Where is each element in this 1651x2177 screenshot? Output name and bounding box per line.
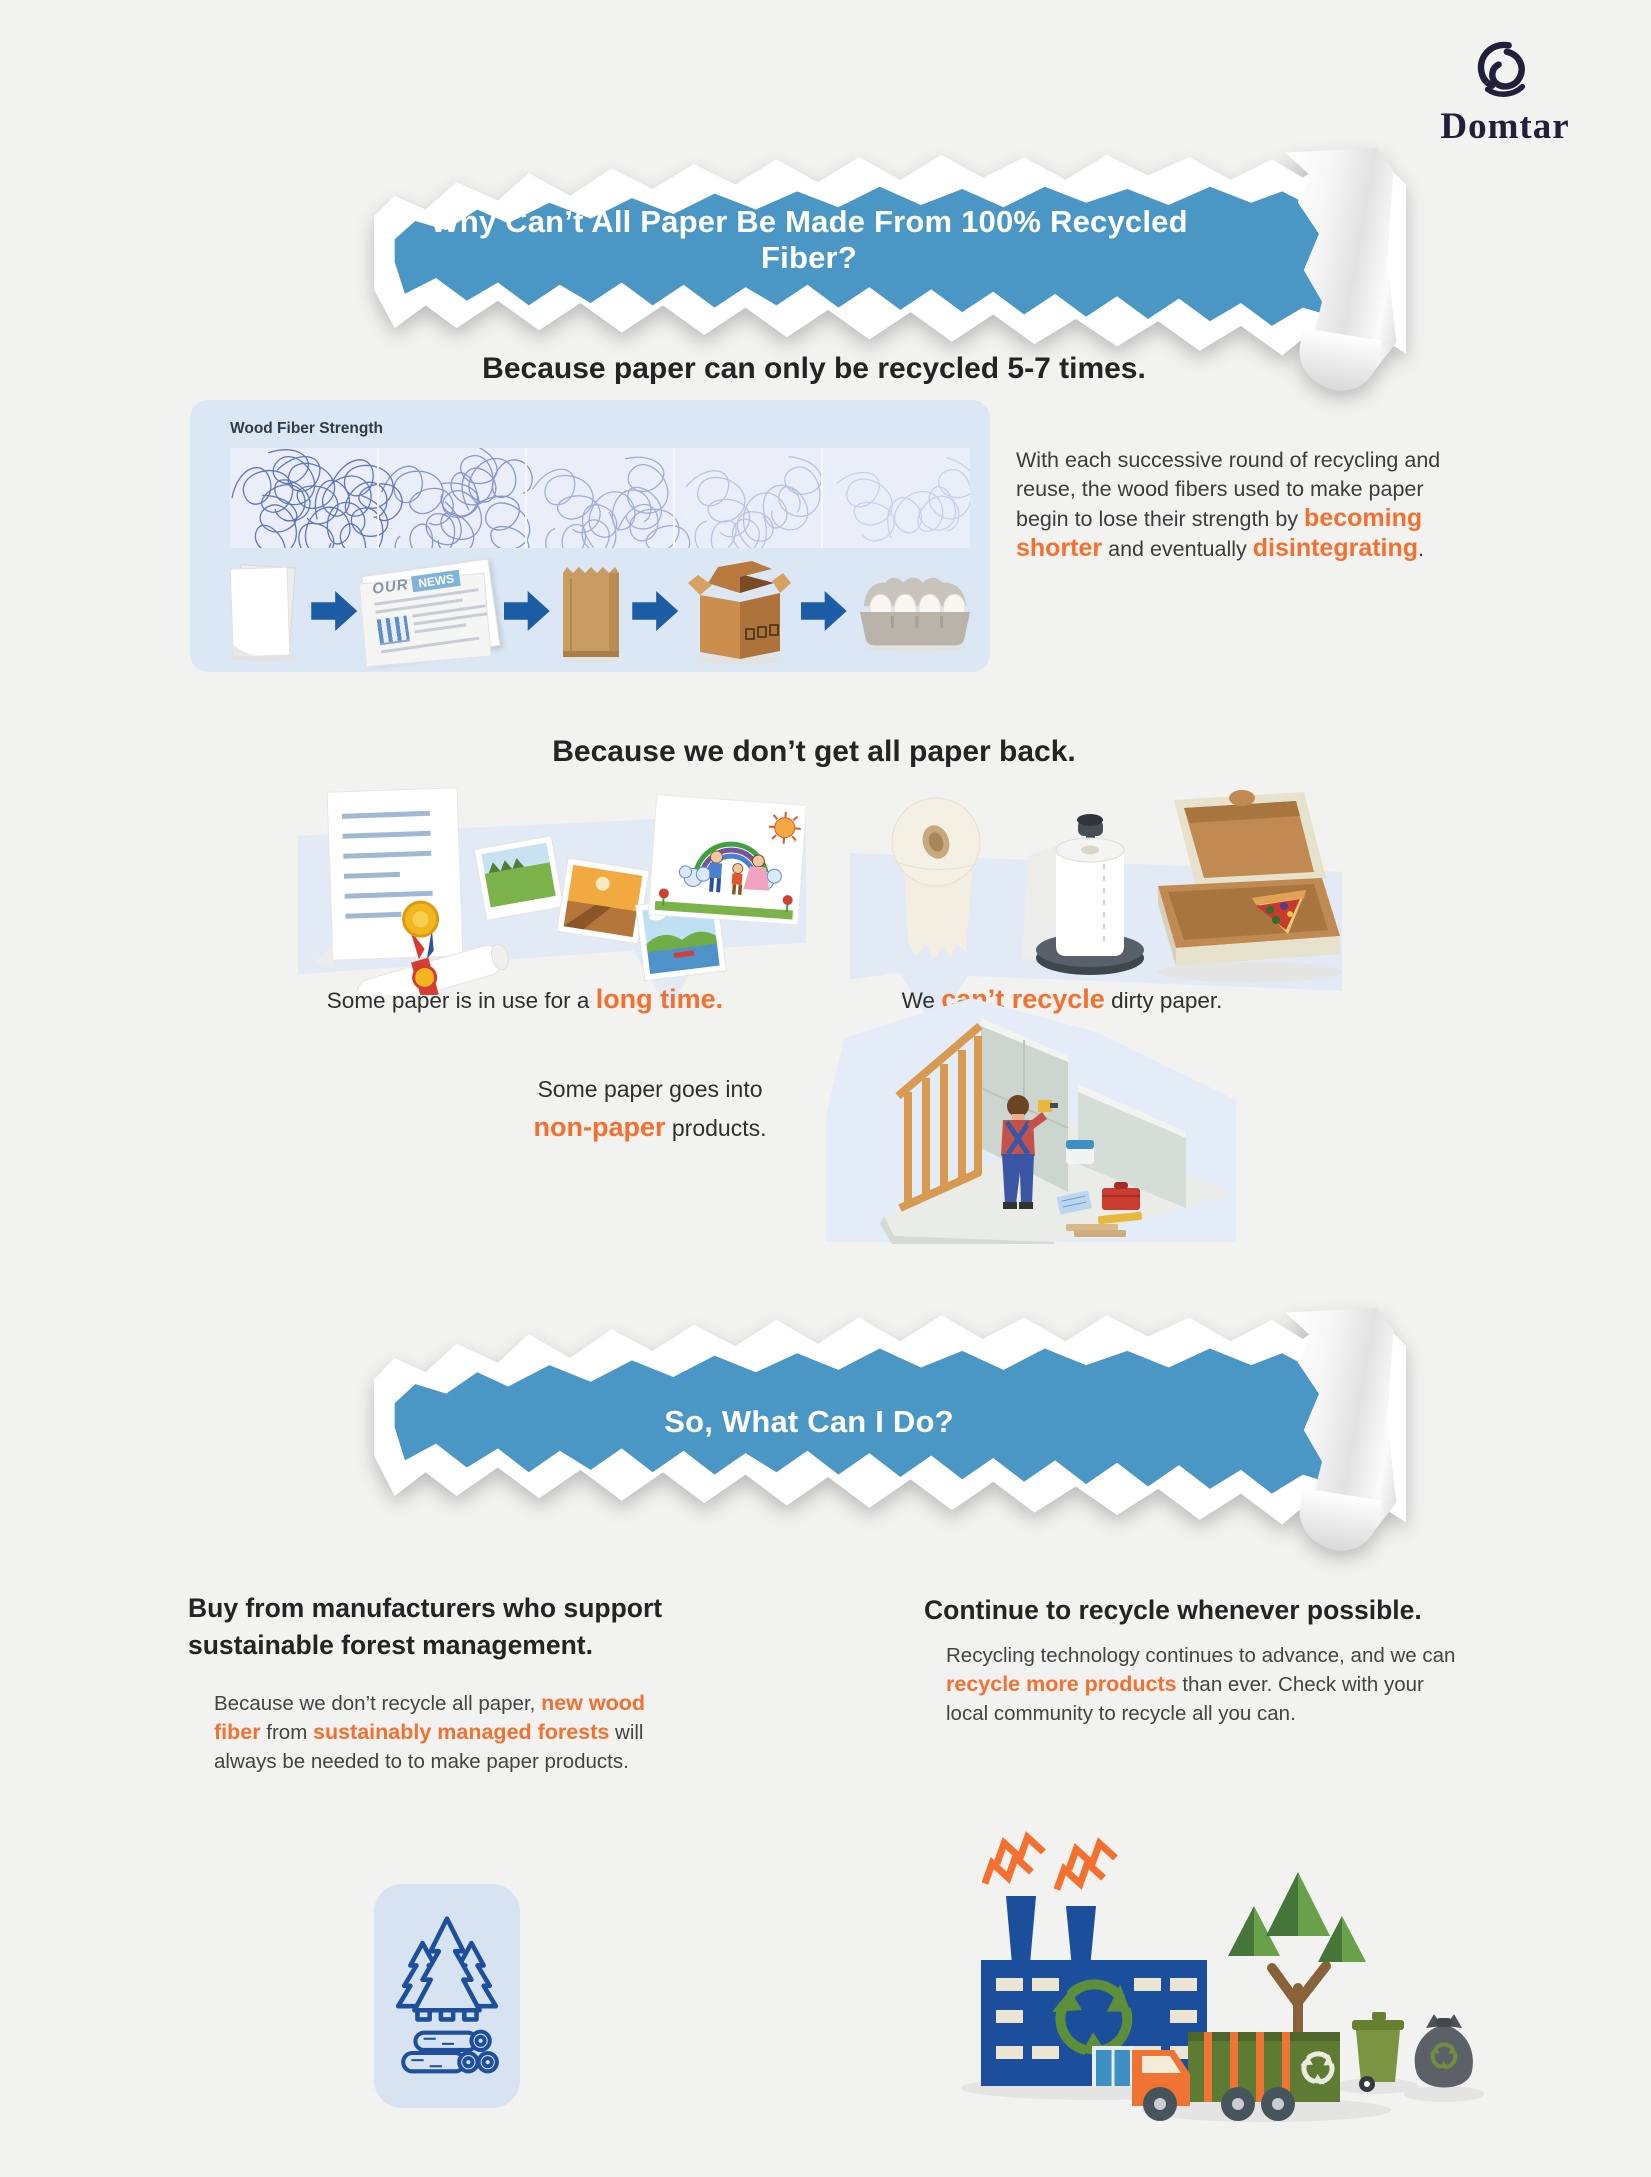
paper-sheets-icon	[224, 559, 302, 663]
flow-arrow-icon	[801, 591, 847, 631]
photo-print-icon	[474, 836, 563, 920]
column-body-buy	[214, 1689, 682, 1776]
paper-bag-icon	[559, 559, 623, 663]
column-heading-buy: Buy from manufacturers who support sustainable forest management.	[188, 1593, 663, 1660]
fiber-strength-paragraph	[1016, 446, 1454, 564]
recycling-plant-illustration	[936, 1788, 1484, 2136]
pizza-box-icon	[1158, 790, 1342, 982]
domtar-logo	[1410, 38, 1600, 148]
column-body-recycle	[946, 1641, 1468, 1728]
paragraph-text: With each successive round of recycling and reuse, the wood fibers used to make paper begin to lose their strength by	[1016, 448, 1441, 531]
photo-print-icon	[557, 858, 650, 944]
long-lived-paper-illustration	[300, 780, 805, 995]
paragraph-text: and eventually	[1102, 537, 1253, 561]
section-title-what-can-i-do: So, What Can I Do?	[664, 1404, 954, 1439]
fiber-texture-strip	[230, 448, 970, 548]
highlight-disintegrating: disintegrating	[1252, 534, 1419, 562]
body-text: will always be needed to to make paper products.	[214, 1720, 644, 1773]
paper-lifecycle-row	[224, 556, 974, 666]
caption-text: products.	[665, 1115, 767, 1141]
highlight-long-time: long time.	[595, 984, 724, 1014]
paper-curl	[1246, 148, 1398, 374]
newspaper-masthead-our: OUR	[370, 575, 410, 598]
highlight-sustainably-managed: sustainably managed forests	[313, 1719, 610, 1744]
body-text: than ever. Check with your local community to recycle all you can.	[946, 1672, 1424, 1725]
domtar-logo-mark-icon	[1468, 38, 1542, 104]
certificate-icon	[307, 788, 463, 969]
torn-paper-banner-top	[374, 148, 1406, 376]
wood-fiber-strength-panel	[190, 400, 990, 672]
dirty-paper-illustration	[852, 786, 1342, 994]
pine-trees-and-logs-icon	[391, 1908, 503, 2084]
highlight-cant-recycle: can’t recycle	[941, 984, 1105, 1014]
caption-long-time	[250, 984, 800, 1015]
highlight-becoming-shorter: becoming shorter	[1016, 504, 1423, 562]
tree-icon	[1228, 1872, 1366, 2046]
caption-text: Some paper goes into	[537, 1076, 763, 1102]
newspaper-chart-graphic	[376, 615, 409, 645]
page-title: Why Can’t All Paper Be Made From 100% Recycled Fiber?	[430, 204, 1188, 275]
toilet-paper-icon	[892, 798, 980, 960]
section-heading-paper-back: Because we don’t get all paper back.	[552, 735, 1076, 768]
panel-label: Wood Fiber Strength	[230, 420, 383, 437]
torn-paper-banner-bottom	[374, 1308, 1406, 1546]
highlight-non-paper: non-paper	[533, 1112, 666, 1142]
construction-worker-illustration	[766, 996, 1248, 1244]
egg-carton-icon	[856, 570, 974, 652]
sustainable-forest-card	[374, 1884, 520, 2108]
flow-arrow-icon	[632, 591, 678, 631]
highlight-recycle-more: recycle more products	[946, 1671, 1177, 1696]
body-text: Recycling technology continues to advance, and we can	[946, 1643, 1456, 1667]
caption-text: Some paper is in use for a	[326, 988, 596, 1013]
newspaper-icon	[361, 559, 500, 664]
trash-bag-icon	[1415, 2014, 1473, 2088]
flow-arrow-icon	[504, 591, 550, 631]
cardboard-box-icon	[688, 557, 792, 665]
paper-towel-icon	[1022, 814, 1144, 975]
paragraph-text: .	[1418, 537, 1425, 561]
highlight-new-wood-fiber: new wood fiber	[214, 1690, 645, 1744]
caption-text: We	[901, 988, 942, 1013]
body-text: Because we don’t recycle all paper,	[214, 1691, 542, 1715]
newspaper-masthead-news: NEWS	[411, 569, 461, 592]
caption-text: dirty paper.	[1104, 988, 1223, 1013]
section-heading-recycle-times: Because paper can only be recycled 5-7 times.	[482, 352, 1146, 385]
smoke-zigzag-icon	[981, 1834, 1116, 1889]
domtar-logo-text: Domtar	[1440, 106, 1570, 147]
body-text: from	[260, 1720, 313, 1744]
paper-curl	[1246, 1308, 1398, 1534]
column-heading-recycle: Continue to recycle whenever possible.	[924, 1595, 1422, 1625]
kids-drawing-icon	[648, 795, 805, 925]
flow-arrow-icon	[311, 591, 357, 631]
